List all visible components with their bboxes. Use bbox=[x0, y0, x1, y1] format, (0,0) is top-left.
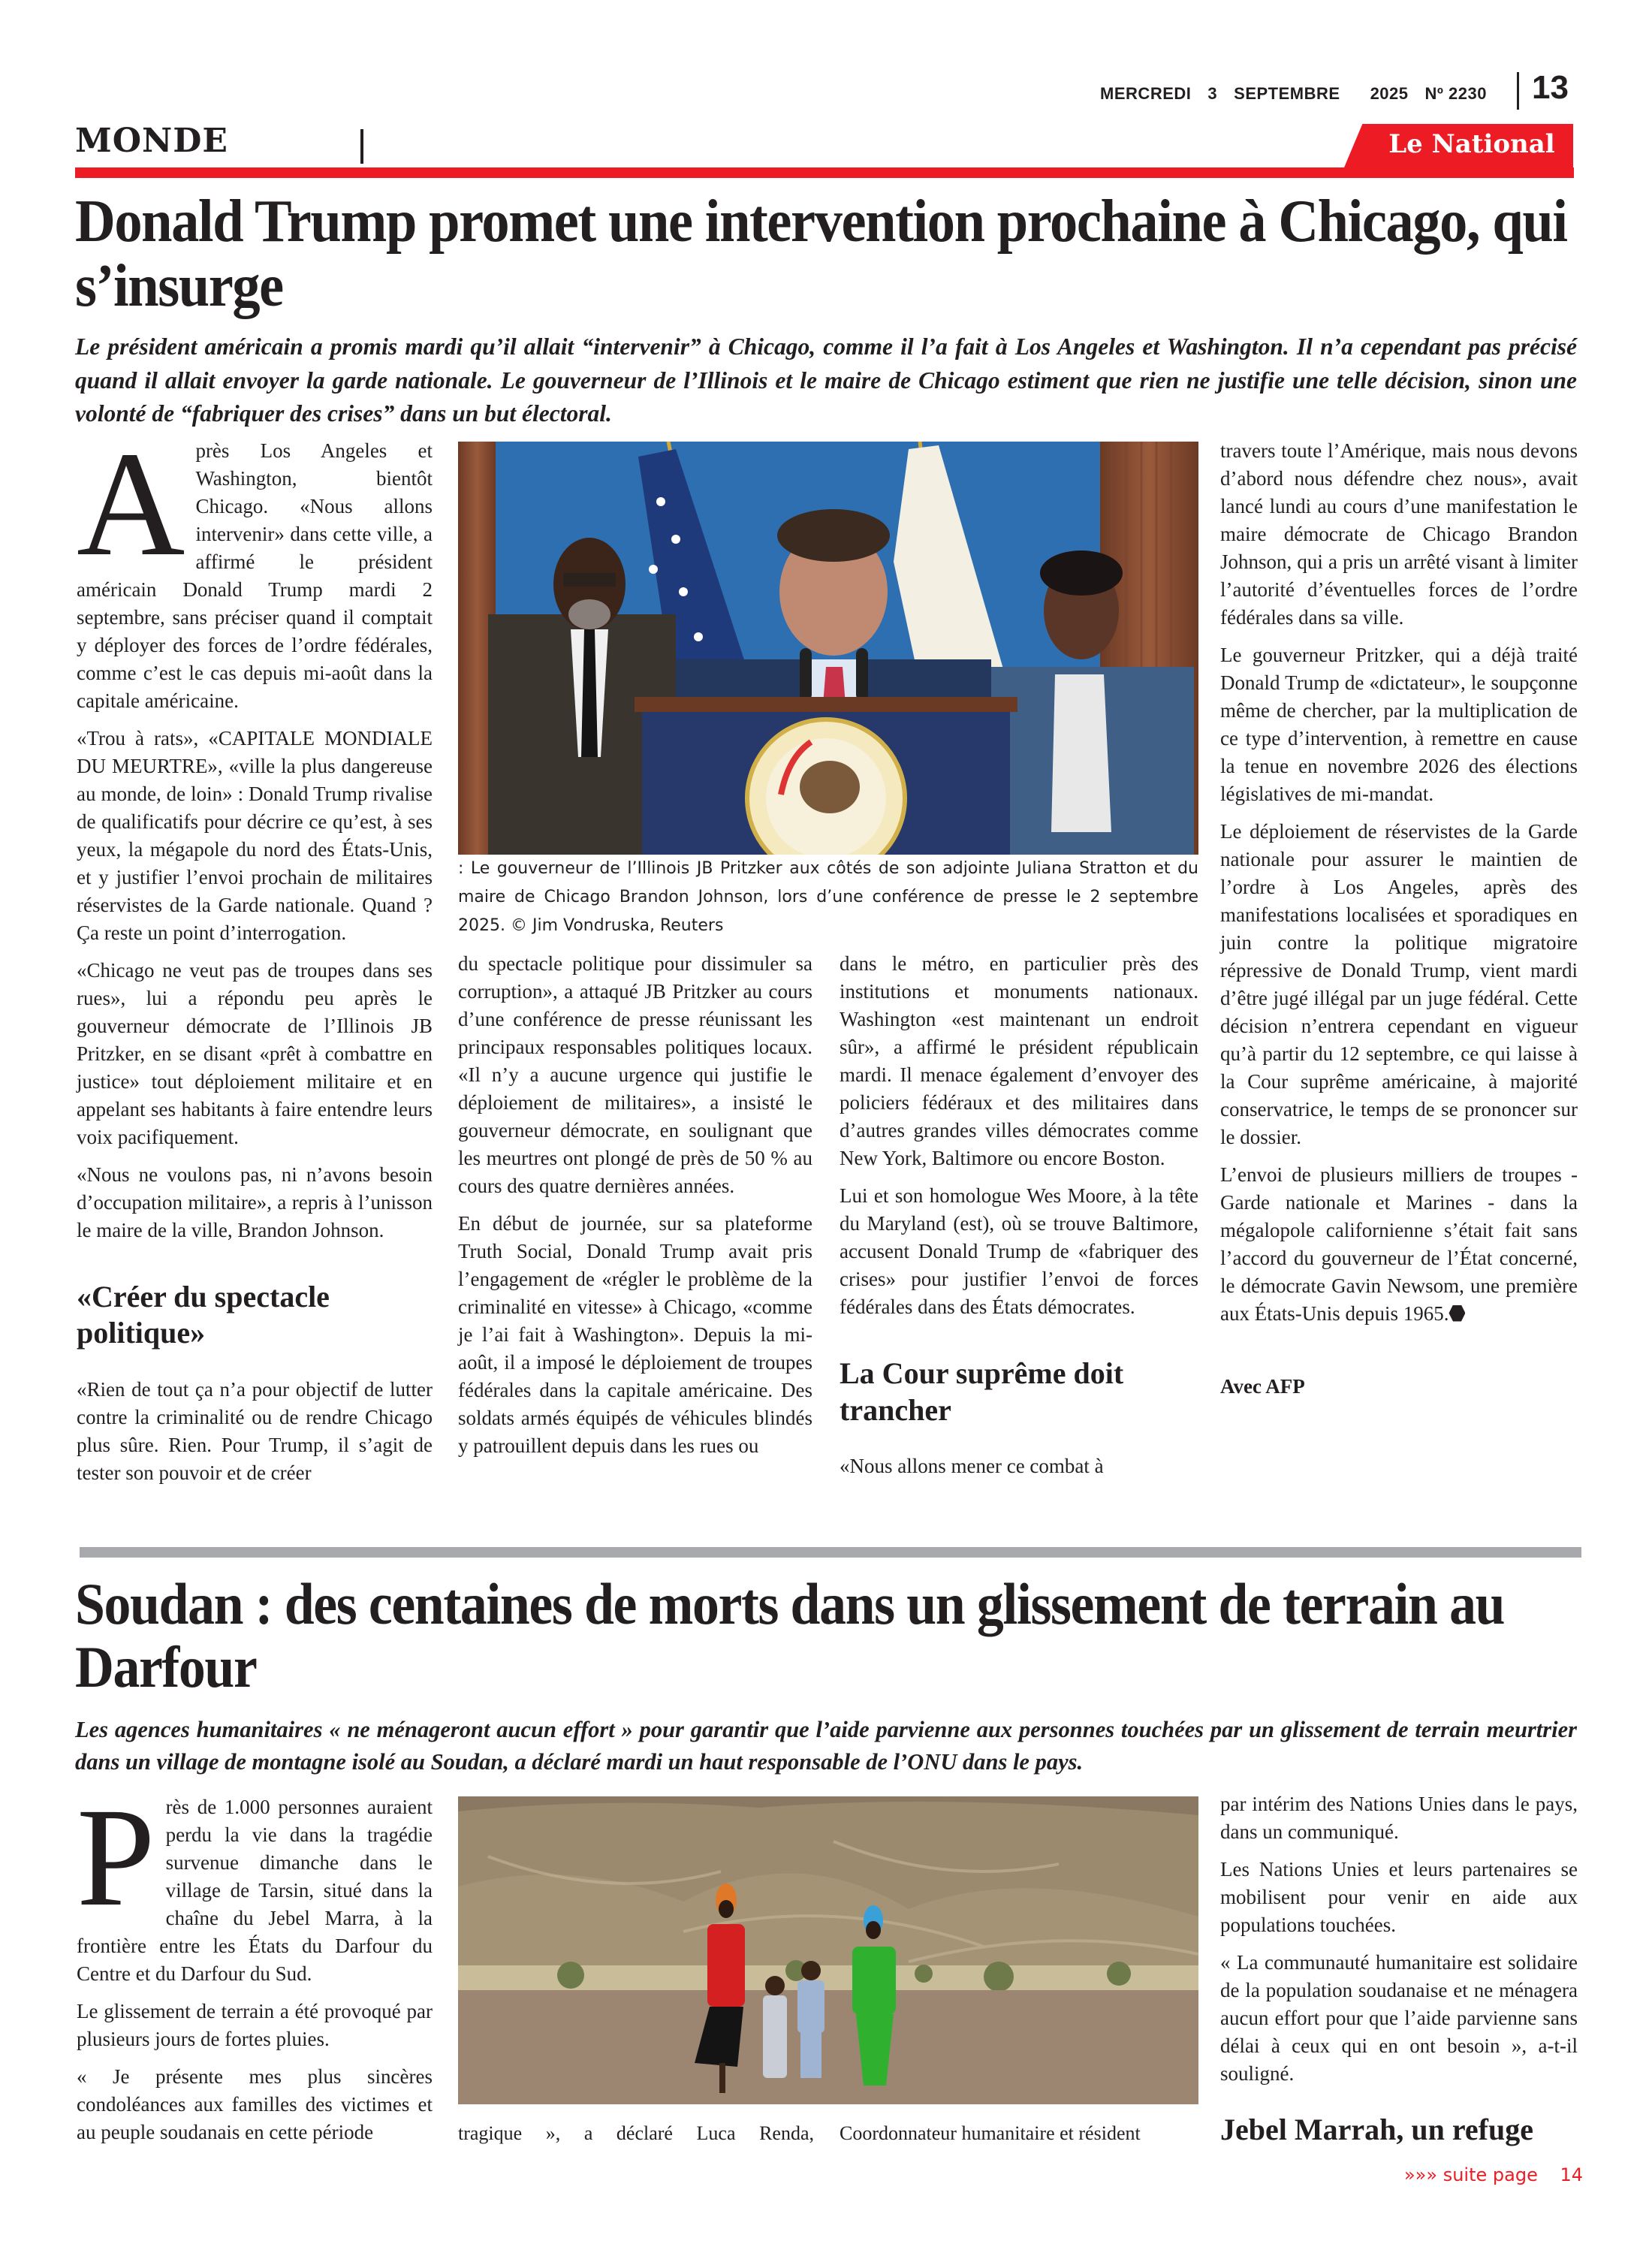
paragraph: Les Nations Unies et leurs partenaires se mobilisent pour venir en aide aux populations touchées. bbox=[1220, 1857, 1578, 1936]
article1-column-4 bbox=[1220, 437, 1578, 1401]
press-conference-photo bbox=[458, 442, 1198, 855]
darfour-photo bbox=[458, 1796, 1198, 2104]
word: tragique bbox=[458, 2122, 523, 2144]
article2-column-2-text bbox=[458, 2122, 814, 2145]
article1-dropcap: A bbox=[77, 421, 185, 587]
dateline bbox=[1066, 75, 1487, 113]
paragraph: du spectacle politique pour dissimuler sa corruption», a attaqué JB Pritzker au cours d’une conférence de presse réunissant les principaux responsables politiques locaux. «Il n’y a aucune urgence qui justifie le déploiement de militaires», a insisté le gouverneur démocrate, en soulignant que les meurtres ont plongé de près de 50 % au cours des quatre dernières années. bbox=[458, 952, 812, 1197]
paragraph: «Trou à rats», «CAPITALE MONDIALE DU MEURTRE», «ville la plus dangereuse au monde, de loin» : Donald Trump rivalise de qualificatifs pour décrire ce qu’est, à ses yeux, la mégapole du nord des États-Unis, et y justifier l’envoi prochain de militaires réservistes de la Garde nationale. Quand ? Ça reste un point d’interrogation. bbox=[77, 726, 433, 944]
article2-lede: Les agences humanitaires « ne ménageront aucun effort » pour garantir que l’aide parvienne aux personnes touchées par un glissement de terrain meurtrier dans un village de montagne isolé au Soudan, a déclaré mardi un haut responsable de l’ONU dans le pays. bbox=[75, 1717, 1577, 1775]
continued-on-page-link[interactable] bbox=[1404, 2164, 1584, 2185]
continue-label: suite page bbox=[1442, 2164, 1538, 2185]
article1-column-2 bbox=[458, 950, 812, 1460]
paragraph: près Los Angeles et Washington, bientôt Chicago. «Nous allons intervenir» dans cette ville, a affirmé le président américain Donald Trump mardi 2 septembre, sans préciser quand il comptait y déployer des forces de l’ordre fédérales, comme c’est le cas depuis mi-août dans la capitale américaine. bbox=[77, 439, 433, 712]
dateline-weekday: MERCREDI bbox=[1100, 84, 1192, 103]
word: », bbox=[545, 2122, 561, 2144]
paragraph: Le déploiement de réservistes de la Garde nationale pour assurer le maintien de l’ordre à Los Angeles, après des manifestations localisées et sporadiques en juin contre la politique migratoire répressive de Donald Trump, vient mardi d’être jugé illégal par un juge fédéral. Cette décision n’entrera cependant en vigueur qu’à partir du 12 septembre, ce qui laisse à la Cour suprême américaine, à majorité conservatrice, le temps de se prononcer sur le dossier. bbox=[1220, 819, 1578, 1148]
page-number-divider bbox=[1517, 72, 1519, 110]
article2-column-1 bbox=[77, 1778, 433, 2146]
darfour-landscape-illustration bbox=[458, 1796, 1198, 2104]
article1-subhead-2: La Cour suprême doit trancher bbox=[840, 1356, 1124, 1427]
paragraph: «Rien de tout ça n’a pour objectif de lutter contre la criminalité ou de rendre Chicago plus sûre. Rien. Pour Trump, il s’agit de tester son pouvoir et de créer bbox=[77, 1378, 433, 1485]
paragraph: par intérim des Nations Unies dans le pays, dans un communiqué. bbox=[1220, 1793, 1578, 1843]
article1-column-1 bbox=[77, 421, 433, 1487]
paragraph: Le glissement de terrain a été provoqué par plusieurs jours de fortes pluies. bbox=[77, 1999, 433, 2050]
paragraph: «Nous ne voulons pas, ni n’avons besoin d’occupation militaire», a repris à l’unisson le maire de la ville, Brandon Johnson. bbox=[77, 1163, 433, 1241]
paragraph: « Je présente mes plus sincères condoléances aux familles des victimes et au peuple soudanais en cette période bbox=[77, 2064, 433, 2143]
article1-column-3 bbox=[840, 950, 1198, 1480]
word: déclaré bbox=[616, 2122, 673, 2144]
continue-arrows-icon: »»» bbox=[1404, 2164, 1438, 2185]
paragraph: Le gouverneur Pritzker, qui a déjà traité Donald Trump de «dictateur», le soupçonne même de chercher, par la multiplication de ce type d’intervention, à remettre en cause la tenue en novembre 2026 des élections législatives de mi-mandat. bbox=[1220, 643, 1578, 805]
paragraph: En début de journée, sur sa plateforme Truth Social, Donald Trump avait pris l’engagement de «régler le problème de la criminalité en vitesse» à Chicago, «comme je l’ai fait à Washington». Depuis la mi-août, il a imposé le déploiement de troupes fédérales dans la capitale américaine. Des soldats armés équipés de véhicules blindés y patrouillent depuis dans les rues ou bbox=[458, 1211, 812, 1457]
dateline-year: 2025 bbox=[1370, 84, 1409, 103]
brand-logo: Le National bbox=[1388, 129, 1555, 159]
paragraph: dans le métro, en particulier près des institutions et monuments nationaux. Washington «est maintenant un endroit sûr», a affirmé le président républicain mardi. Il menace également d’envoyer des policiers fédéraux et des militaires dans d’autres grandes villes démocrates comme New York, Baltimore ou encore Boston. bbox=[840, 952, 1198, 1169]
article1-signoff: Avec AFP bbox=[1220, 1374, 1305, 1398]
article2-column-3-text: Coordonnateur humanitaire et résident bbox=[840, 2122, 1141, 2144]
article2-subhead: Jebel Marrah, un refuge bbox=[1220, 2113, 1533, 2146]
article2-column-4 bbox=[1220, 1790, 1578, 2088]
article-separator bbox=[80, 1547, 1581, 1558]
press-conference-illustration bbox=[458, 442, 1198, 855]
dateline-day: 3 bbox=[1207, 84, 1218, 103]
paragraph: travers toute l’Amérique, mais nous devons d’abord nous défendre chez nous», avait lancé lundi au cours d’une manifestation le maire démocrate de Chicago Brandon Johnson, qui a pris un arrêté visant à limiter l’autorité d’éventuelles forces de l’ordre fédérales dans sa ville. bbox=[1220, 439, 1578, 629]
end-of-article-icon bbox=[1449, 1305, 1465, 1322]
continue-page-number: 14 bbox=[1560, 2164, 1584, 2185]
word: Renda, bbox=[759, 2122, 814, 2144]
article1-photo-caption: : Le gouverneur de l’Illinois JB Pritzker aux côtés de son adjointe Juliana Stratton et du maire de Chicago Brandon Johnson, lors d’une conférence de presse le 2 septembre 2025. © Jim Vondruska, Reuters bbox=[458, 859, 1198, 935]
article1-subhead-1: «Créer du spectacle politique» bbox=[77, 1279, 330, 1350]
section-divider bbox=[360, 129, 363, 164]
article1-headline: Donald Trump promet une intervention prochaine à Chicago, qui s’insurge bbox=[75, 189, 1567, 320]
article1-lede: Le président américain a promis mardi qu’il allait “intervenir” à Chicago, comme il l’a fait à Los Angeles et Washington. Il n’a cependant pas précisé quand il allait envoyer la garde nationale. Le gouverneur de l’Illinois et le maire de Chicago estiment que rien ne justifie une telle décision, sinon une volonté de “fabriquer des crises” dans un but électoral. bbox=[75, 333, 1577, 427]
paragraph: «Nous allons mener ce combat à bbox=[840, 1455, 1104, 1478]
paragraph: rès de 1.000 personnes auraient perdu la vie dans la tragédie survenue dimanche dans le village de Tarsin, situé dans la chaîne du Jebel Marra, à la frontière entre les États du Darfour du Centre et du Darfour du Sud. bbox=[77, 1796, 433, 1985]
header-rule bbox=[75, 167, 1574, 178]
issue-number: Nº 2230 bbox=[1424, 84, 1487, 103]
paragraph: Lui et son homologue Wes Moore, à la tête du Maryland (est), où se trouve Baltimore, accusent Donald Trump de «fabriquer des crises» pour justifier l’envoi de forces fédérales dans des États démocrates. bbox=[840, 1184, 1198, 1318]
article2-dropcap: P bbox=[77, 1778, 155, 1935]
paragraph: « La communauté humanitaire est solidaire de la population soudanaise et ne ménagera aucun effort pour que l’aide parvienne sans délai à ceux qui en ont besoin », a-t-il souligné. bbox=[1220, 1950, 1578, 2085]
paragraph: L’envoi de plusieurs milliers de troupes - Garde nationale et Marines - dans la mégalopole californienne s’était fait sans l’accord du gouverneur de l’État concerné, le démocrate Gavin Newsom, une première aux États-Unis depuis 1965. bbox=[1220, 1163, 1578, 1325]
paragraph: «Chicago ne veut pas de troupes dans ses rues», lui a répondu peu après le gouverneur démocrate de l’Illinois JB Pritzker, en se disant «prêt à combattre en justice» tout déploiement militaire et en appelant ses habitants à faire entendre leurs voix pacifiquement. bbox=[77, 958, 433, 1148]
page-number: 13 bbox=[1532, 69, 1569, 106]
article2-headline: Soudan : des centaines de morts dans un glissement de terrain au Darfour bbox=[75, 1571, 1505, 1700]
word: a bbox=[583, 2122, 593, 2144]
word: Luca bbox=[696, 2122, 736, 2144]
dateline-month: SEPTEMBRE bbox=[1234, 84, 1340, 103]
section-label: MONDE bbox=[75, 122, 228, 160]
